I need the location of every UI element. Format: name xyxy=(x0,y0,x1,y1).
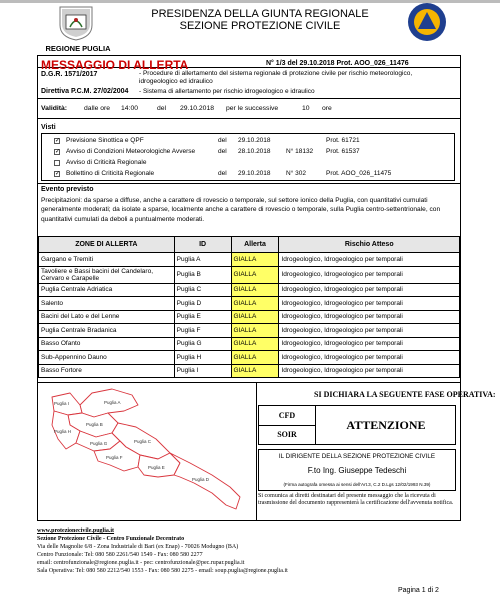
zone-allerta: GIALLA xyxy=(231,337,279,351)
header-title xyxy=(140,8,380,32)
checkbox-unchecked xyxy=(54,160,60,166)
checkbox-checked: ✓ xyxy=(55,138,61,144)
map-label-a: Puglia A xyxy=(104,400,121,405)
footer-sala: Sala Operativa: Tel: 080 580 2212/540 1553 - Fax: 080 580 2275 - email: soup.puglia@regione.puglia.it xyxy=(37,568,288,574)
visti-label: Bollettino di Criticità Regionale xyxy=(66,170,155,177)
dirigente-box xyxy=(258,449,456,491)
fase-soir-label: SOIR xyxy=(277,430,297,439)
table-row xyxy=(39,364,460,378)
evento-title: Evento previsto xyxy=(41,186,94,193)
footer-section: Sezione Protezione Civile - Centro Funzionale Decentrato xyxy=(37,536,185,542)
visti-prot: Prot. 61537 xyxy=(326,148,360,155)
visti-prot: Prot. 61721 xyxy=(326,137,360,144)
zone-allerta: GIALLA xyxy=(231,351,279,365)
map-label-d: Puglia D xyxy=(192,477,210,482)
zone-name: Basso Fortore xyxy=(39,364,175,378)
zone-allerta: GIALLA xyxy=(231,310,279,324)
table-row xyxy=(39,297,460,311)
zone-allerta: GIALLA xyxy=(231,253,279,267)
fase-heading: SI DICHIARA LA SEGUENTE FASE OPERATIVA: xyxy=(314,390,496,399)
message-number: N° 1/3 del 29.10.2018 Prot. AOO_026_11476 xyxy=(266,60,409,67)
checkbox-checked: ✓ xyxy=(55,171,61,177)
fase-box xyxy=(258,405,456,445)
zone-rischio: Idrogeologico, Idrogeologico per temporali xyxy=(279,337,460,351)
header-title-line1: PRESIDENZA DELLA GIUNTA REGIONALE xyxy=(151,8,369,20)
zone-name: Sub-Appennino Dauno xyxy=(39,351,175,365)
validity-date: 29.10.2018 xyxy=(180,105,215,112)
visti-row xyxy=(42,169,454,180)
footer-email: email: centrofunzionale@regione.puglia.it - pec: centrofunzionale@pec.rupar.puglia.it xyxy=(37,560,245,566)
zone-id: Puglia A xyxy=(174,253,231,267)
table-row xyxy=(39,351,460,365)
page-number: Pagina 1 di 2 xyxy=(398,587,439,594)
zones-table xyxy=(38,236,460,378)
validity-from-label: dalle ore xyxy=(84,105,111,112)
visti-date: 29.10.2018 xyxy=(238,170,271,177)
zone-rischio: Idrogeologico, Idrogeologico per temporali xyxy=(279,283,460,297)
validity-del-label: del xyxy=(157,105,167,112)
zone-id: Puglia D xyxy=(174,297,231,311)
zone-id: Puglia B xyxy=(174,266,231,283)
zone-name: Salento xyxy=(39,297,175,311)
zone-rischio: Idrogeologico, Idrogeologico per temporali xyxy=(279,297,460,311)
visti-label: Avviso di Condizioni Meteorologiche Avverse xyxy=(66,148,196,155)
visti-n: N° 302 xyxy=(286,170,306,177)
map-label-h: Puglia H xyxy=(54,429,72,434)
table-row xyxy=(39,324,460,338)
zone-allerta: GIALLA xyxy=(231,283,279,297)
validity-per-label: per le successive xyxy=(226,105,279,112)
dirigente-title: IL DIRIGENTE DELLA SEZIONE PROTEZIONE CIVILE xyxy=(278,453,436,460)
zone-id: Puglia H xyxy=(174,351,231,365)
zone-name: Bacini del Lato e del Lenne xyxy=(39,310,175,324)
footer xyxy=(37,527,297,575)
visti-title: Visti xyxy=(41,124,56,131)
logo-caption: REGIONE PUGLIA xyxy=(45,44,111,53)
zone-rischio: Idrogeologico, Idrogeologico per temporali xyxy=(279,310,460,324)
zone-name: Puglia Centrale Bradanica xyxy=(39,324,175,338)
zone-id: Puglia I xyxy=(174,364,231,378)
dirigente-firma-note: (Firma autografa omessa ai sensi dell'Art.3, C.2 D.Lgs 12/02/1993 N.39) xyxy=(283,482,431,487)
zone-allerta: GIALLA xyxy=(231,297,279,311)
notifica-note: Si comunica ai diretti destinatari del presente messaggio che la ricevuta di trasmissione del documento rappresenterà la certificazione dell'avvenuta notifica. xyxy=(258,493,454,506)
visti-del: del xyxy=(218,137,227,144)
zones-table-header xyxy=(39,237,460,253)
footer-centro: Centro Funzionale: Tel: 080 580 2261/540 1549 - Fax: 080 580 2277 xyxy=(37,552,203,558)
visti-row xyxy=(42,136,454,147)
rule xyxy=(38,98,460,99)
table-row xyxy=(39,253,460,267)
map-label-g: Puglia G xyxy=(90,441,108,446)
map-label-c: Puglia C xyxy=(134,439,152,444)
fase-cfd-label: CFD xyxy=(278,411,296,420)
visti-label: Previsione Sinottica e QPF xyxy=(66,137,144,144)
table-row xyxy=(39,310,460,324)
visti-n: N° 18132 xyxy=(286,148,314,155)
dpcm-description: - Sistema di allertamento per rischio idrogeologico e idraulico xyxy=(139,88,315,95)
validity-label: Validità: xyxy=(41,105,68,112)
visti-date: 29.10.2018 xyxy=(238,137,271,144)
validity-hours: 10 xyxy=(302,105,310,112)
zone-id: Puglia G xyxy=(174,337,231,351)
header-rischio: Rischio Atteso xyxy=(279,237,460,253)
rule xyxy=(38,118,460,119)
zone-rischio: Idrogeologico, Idrogeologico per temporali xyxy=(279,253,460,267)
zone-name: Puglia Centrale Adriatica xyxy=(39,283,175,297)
checkbox-checked: ✓ xyxy=(55,149,61,155)
footer-website[interactable]: www.protezionecivile.puglia.it xyxy=(37,528,115,534)
dpcm-reference: Direttiva P.C.M. 27/02/2004 xyxy=(41,88,129,95)
map-label-f: Puglia F xyxy=(106,455,123,460)
table-row xyxy=(39,266,460,283)
zone-rischio: Idrogeologico, Idrogeologico per temporali xyxy=(279,266,460,283)
fase-divider xyxy=(259,425,315,426)
zone-allerta: GIALLA xyxy=(231,266,279,283)
header-allerta: Allerta xyxy=(231,237,279,253)
zone-allerta: GIALLA xyxy=(231,324,279,338)
table-row xyxy=(39,283,460,297)
visti-row xyxy=(42,158,454,169)
table-row xyxy=(39,337,460,351)
zone-id: Puglia C xyxy=(174,283,231,297)
visti-date: 28.10.2018 xyxy=(238,148,271,155)
zone-name: Basso Ofanto xyxy=(39,337,175,351)
puglia-zones-map xyxy=(40,383,252,517)
header-zone: ZONE DI ALLERTA xyxy=(39,237,175,253)
visti-del: del xyxy=(218,148,227,155)
validity-from-hour: 14:00 xyxy=(121,105,139,112)
column-divider xyxy=(256,382,257,521)
zone-id: Puglia E xyxy=(174,310,231,324)
visti-label: Avviso di Criticità Regionale xyxy=(66,159,147,166)
header-title-line2: SEZIONE PROTEZIONE CIVILE xyxy=(179,20,341,32)
zone-rischio: Idrogeologico, Idrogeologico per temporali xyxy=(279,351,460,365)
footer-address: Via delle Magnolie 6/8 - Zona Industriale di Bari (ex Enap) - 70026 Modugno (BA) xyxy=(37,544,239,550)
zone-name: Gargano e Tremiti xyxy=(39,253,175,267)
header-id: ID xyxy=(174,237,231,253)
map-label-i: Puglia I xyxy=(54,401,70,406)
zone-name: Tavoliere e Bassi bacini del Candelaro, Cervaro e Carapelle xyxy=(39,266,175,283)
visti-row xyxy=(42,147,454,158)
zone-allerta: GIALLA xyxy=(231,364,279,378)
zone-id: Puglia F xyxy=(174,324,231,338)
map-label-e: Puglia E xyxy=(148,465,165,470)
map-label-b: Puglia B xyxy=(86,422,103,427)
rule xyxy=(38,183,460,184)
fase-value: ATTENZIONE xyxy=(346,418,426,432)
visti-prot: Prot. AOO_026_11475 xyxy=(326,170,392,177)
protezione-civile-logo xyxy=(407,2,447,42)
zone-rischio: Idrogeologico, Idrogeologico per temporali xyxy=(279,324,460,338)
validity-ore-label: ore xyxy=(322,105,332,112)
dirigente-name: F.to Ing. Giuseppe Tedeschi xyxy=(307,466,407,475)
dgr-description: - Procedure di allertamento del sistema regionale di protezione civile per rischio meteorologico, idrogeologico ed idraulico xyxy=(139,70,413,85)
visti-del: del xyxy=(218,170,227,177)
zone-rischio: Idrogeologico, Idrogeologico per temporali xyxy=(279,364,460,378)
dgr-reference: D.G.R. 1571/2017 xyxy=(41,71,98,78)
evento-text: Precipitazioni: da sparse a diffuse, anche a carattere di rovescio o temporale, sul settore ionico della Puglia, con quantitativi cumulati generalmente moderati; da isolate a sparse, localmente anche a carattere di rovescio o temporale, sulla Puglia centro-settentrionale, con quantitativi cumulati da deboli a puntualmente moderati. xyxy=(41,197,441,223)
visti-box xyxy=(41,133,455,181)
message-title: MESSAGGIO DI ALLERTA xyxy=(41,58,189,72)
regione-puglia-logo xyxy=(56,5,96,41)
